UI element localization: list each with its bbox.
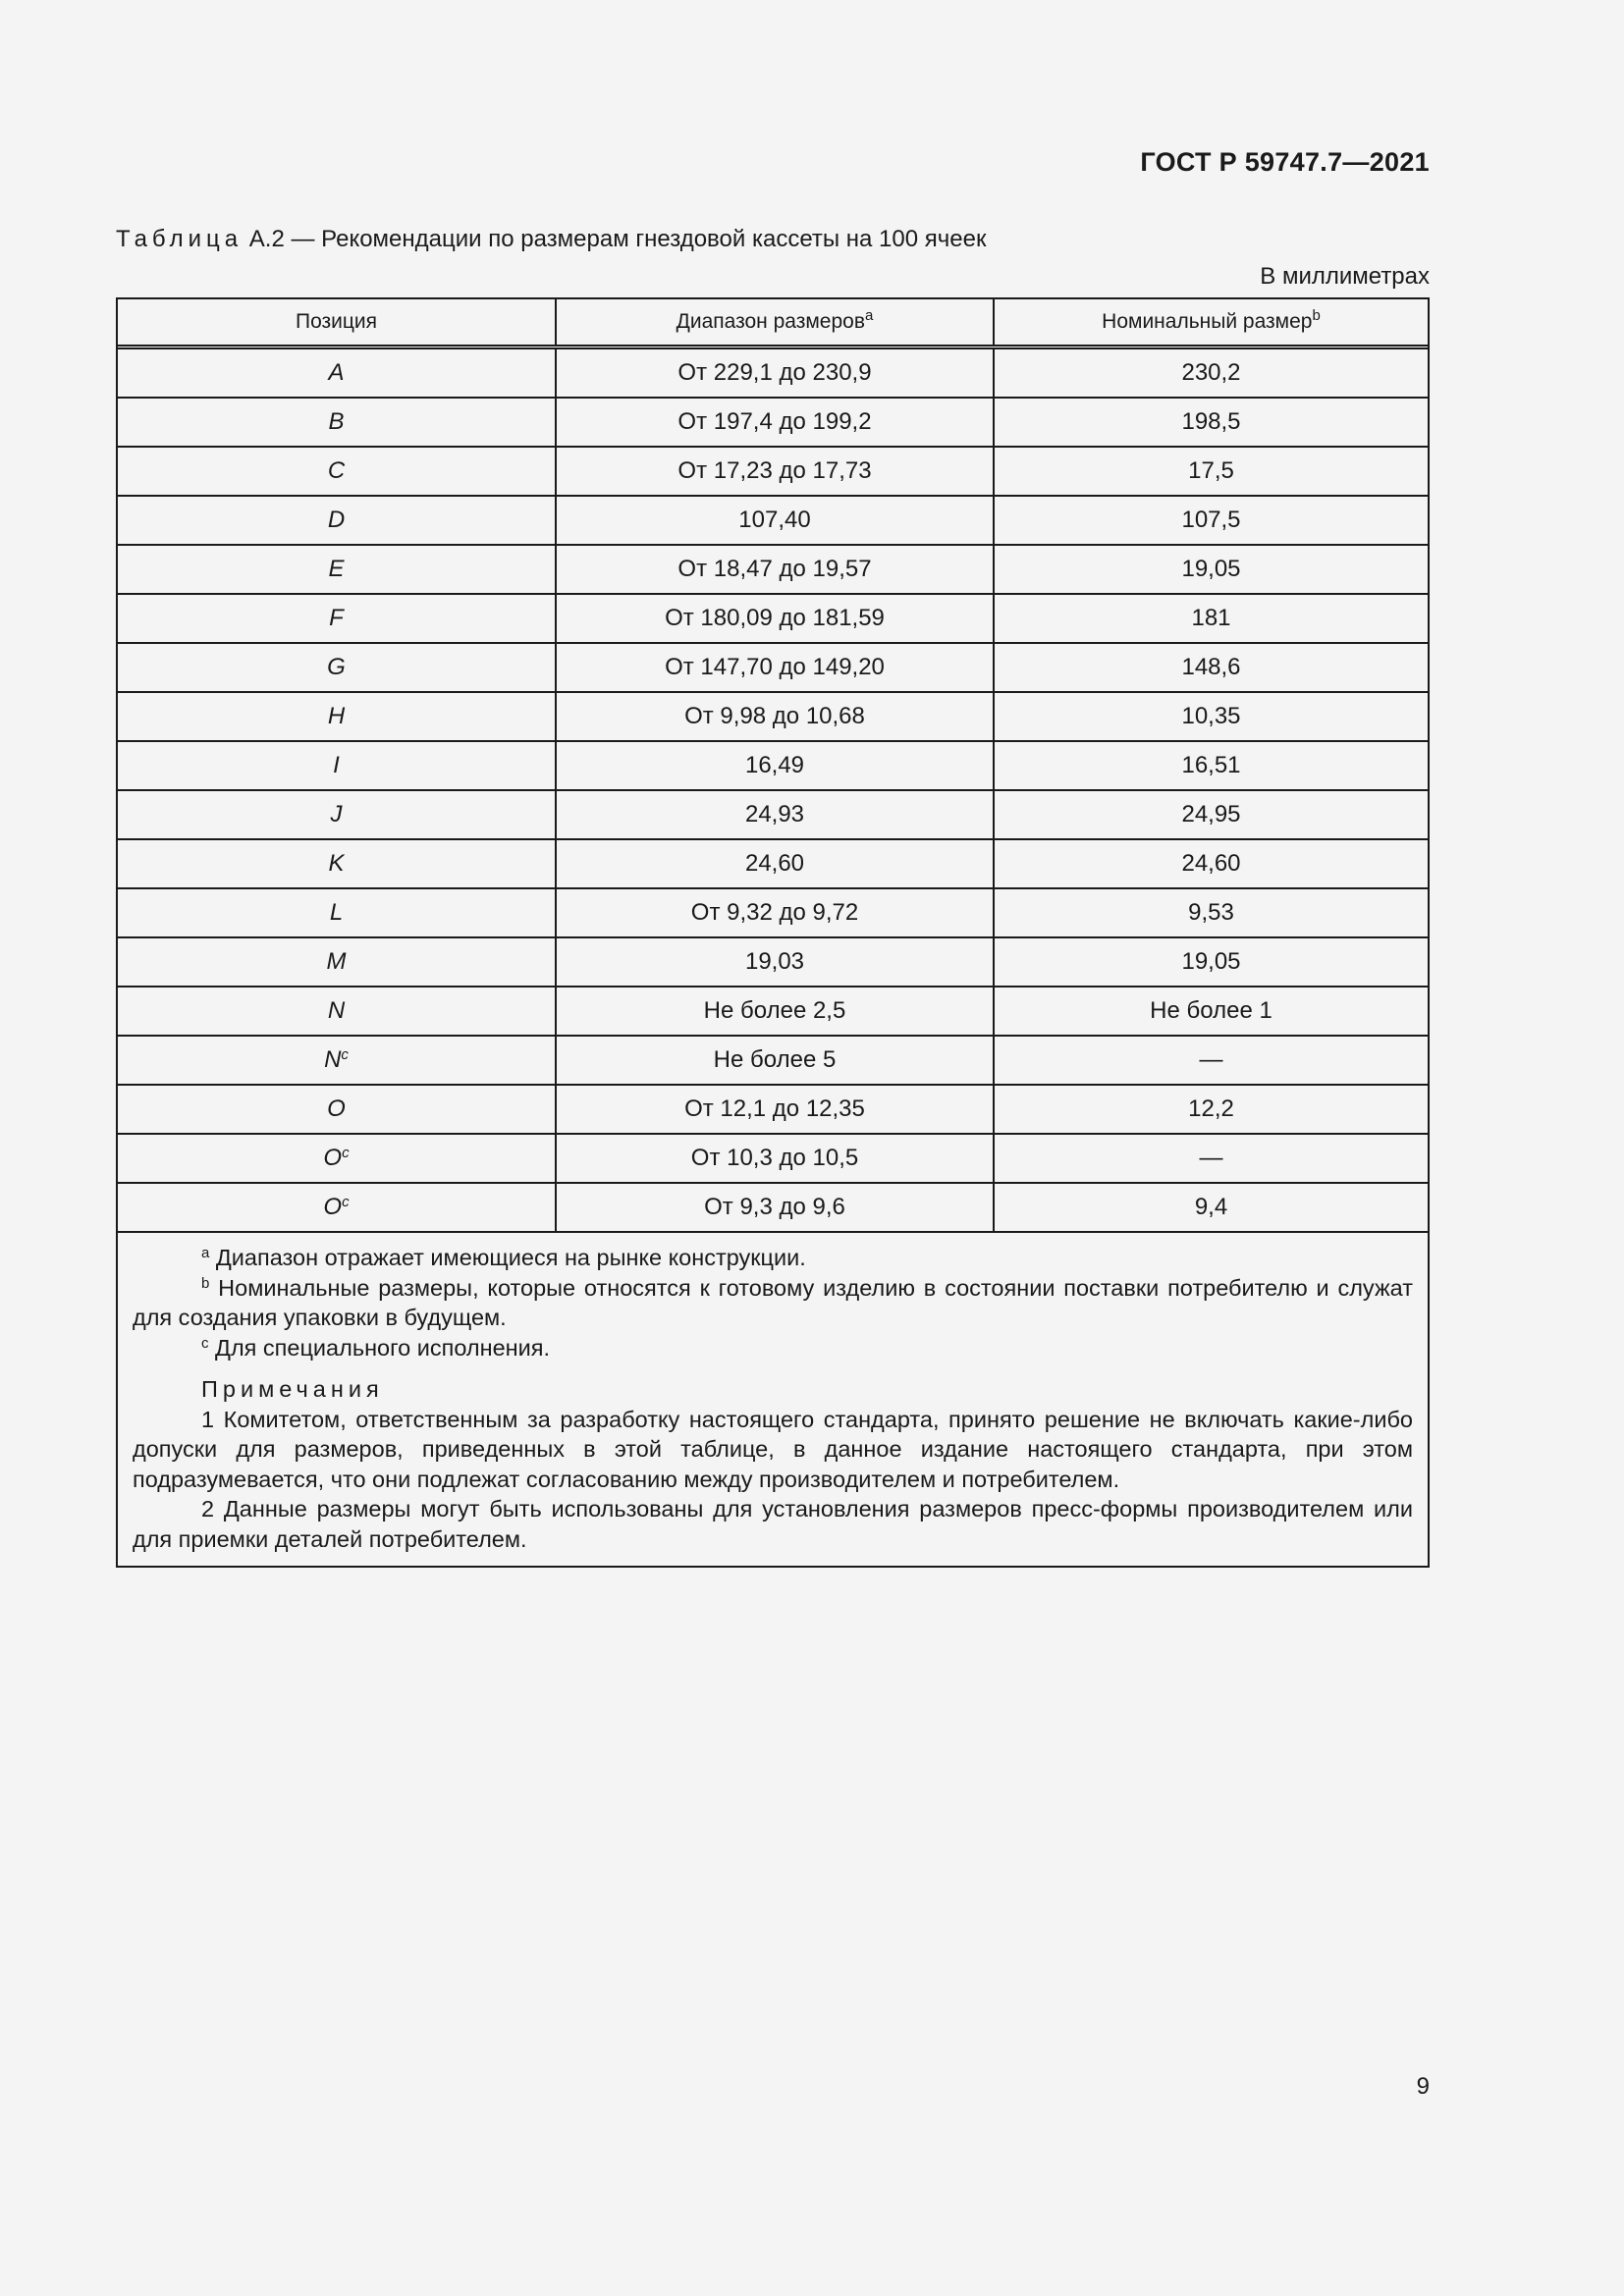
nominal-cell: 9,53 bbox=[994, 888, 1428, 937]
range-cell: От 229,1 до 230,9 bbox=[556, 347, 994, 399]
position-value: A bbox=[328, 359, 345, 386]
position-cell bbox=[118, 839, 556, 888]
table-caption-label: Таблица bbox=[116, 226, 244, 252]
position-value: L bbox=[329, 899, 344, 926]
position-value: O bbox=[323, 1145, 343, 1171]
nominal-cell: 24,60 bbox=[994, 839, 1428, 888]
position-value: B bbox=[328, 408, 345, 435]
range-cell: 24,60 bbox=[556, 839, 994, 888]
table-row bbox=[118, 398, 1428, 447]
nominal-cell: 10,35 bbox=[994, 692, 1428, 741]
nominal-cell: 24,95 bbox=[994, 790, 1428, 839]
range-cell: Не более 5 bbox=[556, 1036, 994, 1085]
header-nominal-label: Номинальный размер bbox=[1102, 310, 1313, 333]
table-row bbox=[118, 987, 1428, 1036]
footnote-mark: b bbox=[201, 1274, 210, 1292]
nominal-cell: 12,2 bbox=[994, 1085, 1428, 1134]
table-row bbox=[118, 1085, 1428, 1134]
position-cell bbox=[118, 741, 556, 790]
table-caption-text: А.2 — Рекомендации по размерам гнездовой кассеты на 100 ячеек bbox=[243, 226, 987, 252]
range-cell: 19,03 bbox=[556, 937, 994, 987]
range-cell: От 9,3 до 9,6 bbox=[556, 1183, 994, 1232]
table-row bbox=[118, 1134, 1428, 1183]
nominal-cell: — bbox=[994, 1134, 1428, 1183]
header-position-label: Позиция bbox=[295, 310, 378, 333]
nominal-cell: 19,05 bbox=[994, 545, 1428, 594]
table-row bbox=[118, 839, 1428, 888]
position-value: D bbox=[327, 507, 346, 533]
position-value: C bbox=[327, 457, 346, 484]
position-value: E bbox=[328, 556, 345, 582]
dimensions-table bbox=[118, 299, 1428, 1233]
footnote-mark: c bbox=[201, 1334, 209, 1352]
footnote-mark: a bbox=[201, 1245, 210, 1261]
position-value: G bbox=[327, 654, 346, 680]
footnote-text: Диапазон отражает имеющиеся на рынке конструкции. bbox=[209, 1245, 806, 1270]
nominal-cell: 230,2 bbox=[994, 347, 1428, 399]
note-item: 1 Комитетом, ответственным за разработку настоящего стандарта, принято решение не включать какие-либо допуски для размеров, приведенных в этой таблице, в данное издание настоящего стандарта, при этом подразумевается, что они подлежат согласованию между производителем и потребителем. bbox=[133, 1406, 1413, 1492]
footnote-text: Номинальные размеры, которые относятся к готовому изделию в состоянии поставки потребителю и служат для создания упаковки в будущем. bbox=[133, 1274, 1413, 1330]
position-cell bbox=[118, 594, 556, 643]
units-label: В миллиметрах bbox=[1260, 263, 1430, 290]
position-cell bbox=[118, 545, 556, 594]
position-value: J bbox=[330, 801, 343, 828]
table-row bbox=[118, 888, 1428, 937]
header-range-footnote-mark: a bbox=[865, 307, 874, 324]
range-cell: От 12,1 до 12,35 bbox=[556, 1085, 994, 1134]
range-cell: От 17,23 до 17,73 bbox=[556, 447, 994, 496]
header-range-label: Диапазон размеров bbox=[676, 310, 865, 333]
nominal-cell: 16,51 bbox=[994, 741, 1428, 790]
table-caption bbox=[116, 226, 986, 253]
position-cell bbox=[118, 1183, 556, 1232]
header-position bbox=[118, 299, 556, 347]
position-value: F bbox=[329, 605, 344, 631]
range-cell: От 9,98 до 10,68 bbox=[556, 692, 994, 741]
position-footnote-mark: c bbox=[342, 1145, 350, 1161]
table-row bbox=[118, 347, 1428, 399]
table-row bbox=[118, 692, 1428, 741]
table-header-row bbox=[118, 299, 1428, 347]
position-cell bbox=[118, 987, 556, 1036]
nominal-cell: Не более 1 bbox=[994, 987, 1428, 1036]
position-cell bbox=[118, 496, 556, 545]
note-item: 2 Данные размеры могут быть использованы для установления размеров пресс-формы производителем или для приемки деталей потребителем. bbox=[133, 1496, 1413, 1552]
nominal-cell: 17,5 bbox=[994, 447, 1428, 496]
range-cell: 24,93 bbox=[556, 790, 994, 839]
position-cell bbox=[118, 888, 556, 937]
range-cell: От 180,09 до 181,59 bbox=[556, 594, 994, 643]
footnote bbox=[133, 1243, 1413, 1273]
position-value: O bbox=[327, 1095, 346, 1122]
table-row bbox=[118, 594, 1428, 643]
range-cell: От 147,70 до 149,20 bbox=[556, 643, 994, 692]
table-row bbox=[118, 1183, 1428, 1232]
range-cell: От 197,4 до 199,2 bbox=[556, 398, 994, 447]
position-cell bbox=[118, 398, 556, 447]
position-value: K bbox=[328, 850, 345, 877]
footnote-text: Для специального исполнения. bbox=[208, 1334, 551, 1361]
position-footnote-mark: c bbox=[342, 1194, 350, 1210]
range-cell: Не более 2,5 bbox=[556, 987, 994, 1036]
position-value: O bbox=[323, 1194, 343, 1220]
position-value: H bbox=[327, 703, 346, 729]
header-nominal bbox=[994, 299, 1428, 347]
nominal-cell: 107,5 bbox=[994, 496, 1428, 545]
footnote bbox=[133, 1273, 1413, 1333]
range-cell: 16,49 bbox=[556, 741, 994, 790]
table-row bbox=[118, 937, 1428, 987]
position-cell bbox=[118, 692, 556, 741]
document-header: ГОСТ Р 59747.7—2021 bbox=[1140, 147, 1430, 177]
position-footnote-mark: c bbox=[341, 1046, 349, 1063]
table-row bbox=[118, 1036, 1428, 1085]
nominal-cell: 19,05 bbox=[994, 937, 1428, 987]
position-cell bbox=[118, 643, 556, 692]
position-cell bbox=[118, 790, 556, 839]
header-nominal-footnote-mark: b bbox=[1312, 307, 1321, 324]
table-row bbox=[118, 496, 1428, 545]
position-cell bbox=[118, 1036, 556, 1085]
position-value: M bbox=[326, 948, 347, 975]
range-cell: От 18,47 до 19,57 bbox=[556, 545, 994, 594]
table-notes bbox=[118, 1233, 1428, 1566]
position-cell bbox=[118, 937, 556, 987]
position-cell bbox=[118, 1085, 556, 1134]
position-value: N bbox=[324, 1046, 342, 1073]
nominal-cell: 181 bbox=[994, 594, 1428, 643]
table-row bbox=[118, 545, 1428, 594]
table-frame bbox=[116, 297, 1430, 1568]
notes-title-text: Примечания bbox=[201, 1376, 384, 1402]
range-cell: От 9,32 до 9,72 bbox=[556, 888, 994, 937]
position-cell bbox=[118, 1134, 556, 1183]
position-cell bbox=[118, 447, 556, 496]
table-row bbox=[118, 790, 1428, 839]
position-value: I bbox=[333, 752, 340, 778]
position-cell bbox=[118, 347, 556, 399]
range-cell: От 10,3 до 10,5 bbox=[556, 1134, 994, 1183]
table-row bbox=[118, 643, 1428, 692]
nominal-cell: 148,6 bbox=[994, 643, 1428, 692]
page-number: 9 bbox=[1416, 2073, 1430, 2100]
table-row bbox=[118, 447, 1428, 496]
nominal-cell: — bbox=[994, 1036, 1428, 1085]
position-value: N bbox=[327, 997, 346, 1024]
range-cell: 107,40 bbox=[556, 496, 994, 545]
footnote bbox=[133, 1333, 1413, 1363]
notes-title bbox=[133, 1374, 1413, 1405]
nominal-cell: 9,4 bbox=[994, 1183, 1428, 1232]
nominal-cell: 198,5 bbox=[994, 398, 1428, 447]
header-range bbox=[556, 299, 994, 347]
table-row bbox=[118, 741, 1428, 790]
